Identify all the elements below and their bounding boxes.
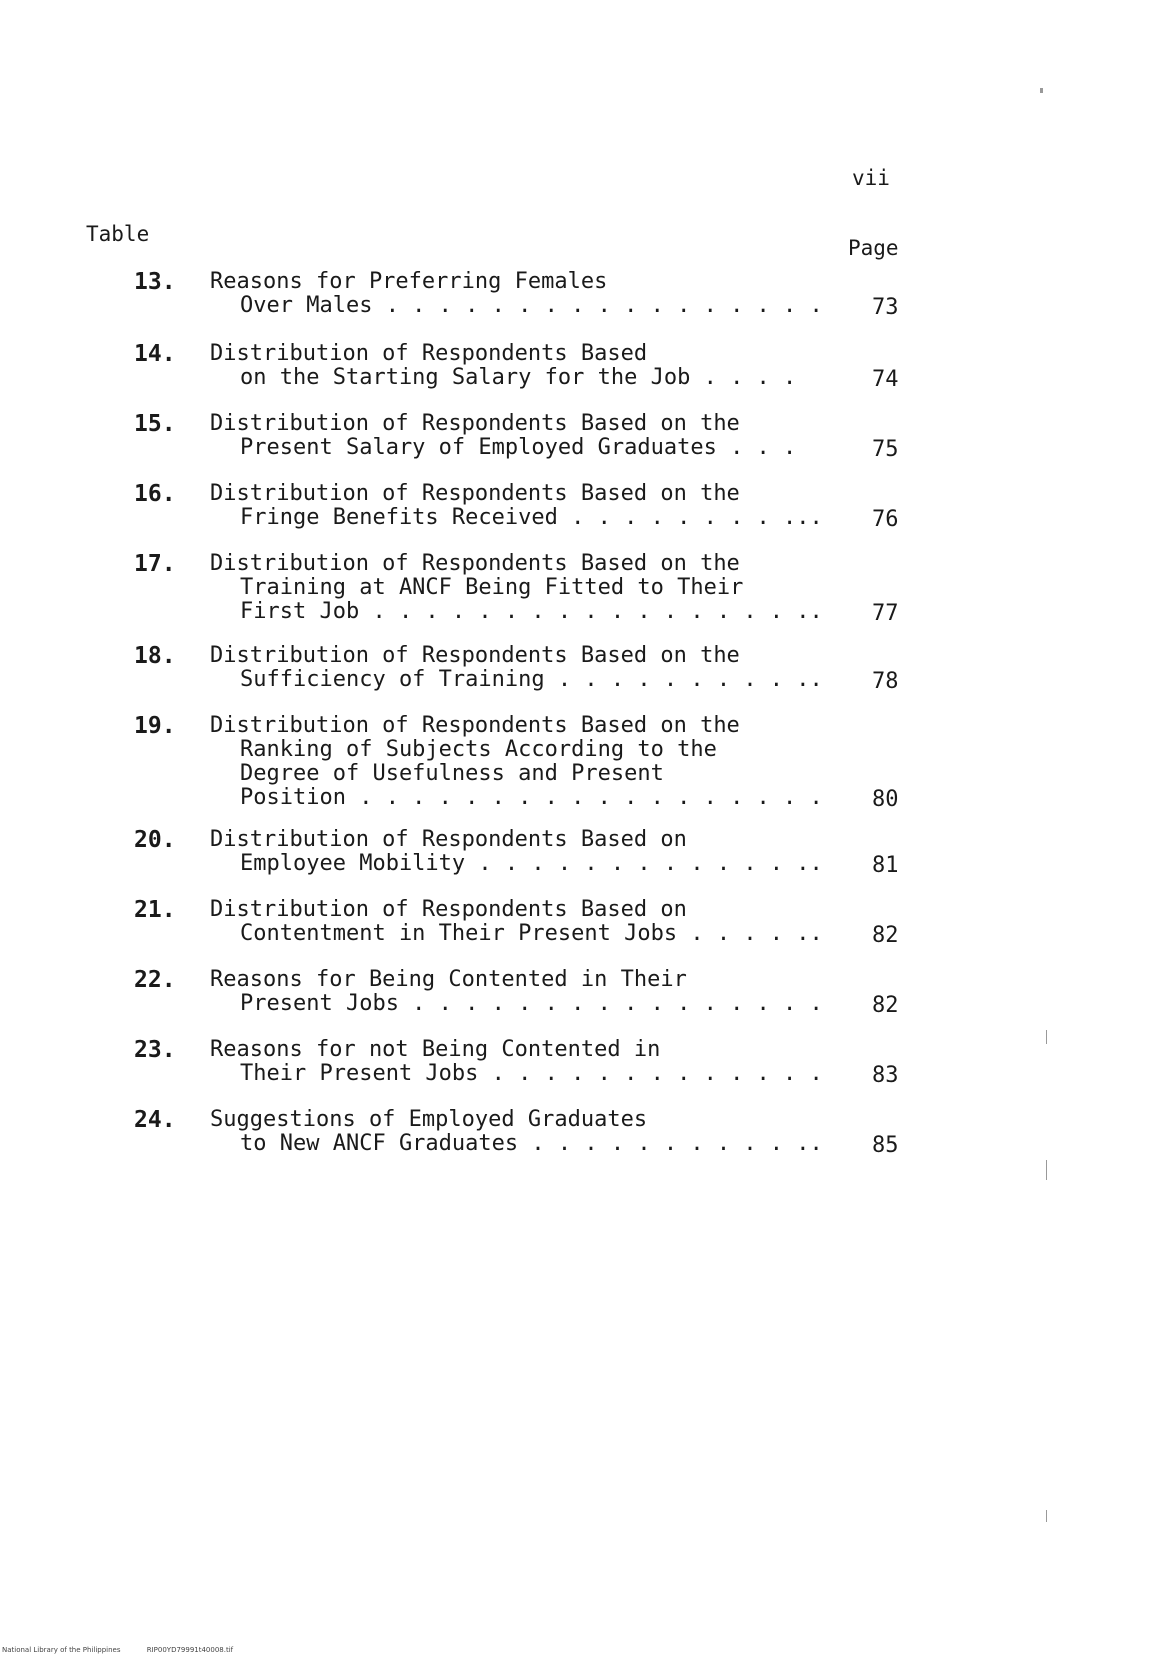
table-number: 13. <box>134 269 176 295</box>
table-column-header: Table <box>86 222 150 246</box>
toc-entry <box>0 968 1168 1038</box>
table-title <box>210 270 840 318</box>
page-reference: 80 <box>872 787 899 812</box>
table-number: 24. <box>134 1107 176 1133</box>
scan-speck <box>1046 1160 1047 1180</box>
table-number: 18. <box>134 643 176 669</box>
table-title-line: Degree of Usefulness and Present <box>240 761 664 786</box>
table-number: 14. <box>134 341 176 367</box>
toc-entry <box>0 898 1168 968</box>
table-title-line: Suggestions of Employed Graduates <box>210 1107 648 1132</box>
table-title-line: Distribution of Respondents Based on the <box>210 411 740 436</box>
table-title-line: Present Jobs . . . . . . . . . . . . . . . . <box>240 991 823 1016</box>
toc-entry <box>0 714 1168 828</box>
table-title-line: Distribution of Respondents Based <box>210 341 648 366</box>
table-title-line: Employee Mobility . . . . . . . . . . . . .. <box>240 851 823 876</box>
table-number: 23. <box>134 1037 176 1063</box>
table-title <box>210 552 840 624</box>
table-title <box>210 342 840 390</box>
table-title-line: Over Males . . . . . . . . . . . . . . . . . <box>240 293 823 318</box>
table-title-line: Distribution of Respondents Based on <box>210 827 687 852</box>
page-reference: 74 <box>872 367 899 392</box>
table-title-line: to New ANCF Graduates . . . . . . . . . . .. <box>240 1131 823 1156</box>
table-title-line: First Job . . . . . . . . . . . . . . . . .. <box>240 599 823 624</box>
table-title-line: Distribution of Respondents Based on the <box>210 643 740 668</box>
table-title <box>210 898 840 946</box>
page-reference: 75 <box>872 437 899 462</box>
scan-speck <box>1046 1030 1047 1044</box>
page-reference: 73 <box>872 295 899 320</box>
table-number: 22. <box>134 967 176 993</box>
table-number: 17. <box>134 551 176 577</box>
toc-entry <box>0 412 1168 482</box>
table-title <box>210 1108 840 1156</box>
toc-entry <box>0 644 1168 714</box>
page-reference: 77 <box>872 601 899 626</box>
table-title-line: Present Salary of Employed Graduates . . . <box>240 435 797 460</box>
table-title <box>210 482 840 530</box>
table-number: 20. <box>134 827 176 853</box>
table-title-line: Distribution of Respondents Based on the <box>210 481 740 506</box>
page-reference: 76 <box>872 507 899 532</box>
table-title <box>210 644 840 692</box>
page-reference: 85 <box>872 1133 899 1158</box>
toc-entry <box>0 1038 1168 1108</box>
page-reference: 83 <box>872 1063 899 1088</box>
table-title <box>210 1038 840 1086</box>
table-title-line: Sufficiency of Training . . . . . . . . . .. <box>240 667 823 692</box>
table-title-line: Training at ANCF Being Fitted to Their <box>240 575 744 600</box>
toc-entry <box>0 828 1168 898</box>
table-title-line: Reasons for Being Contented in Their <box>210 967 687 992</box>
table-number: 15. <box>134 411 176 437</box>
page-reference: 82 <box>872 923 899 948</box>
toc-entry <box>0 270 1168 342</box>
table-title-line: Ranking of Subjects According to the <box>240 737 717 762</box>
table-title <box>210 714 840 810</box>
table-title-line: Their Present Jobs . . . . . . . . . . . . . <box>240 1061 823 1086</box>
table-number: 19. <box>134 713 176 739</box>
table-title <box>210 968 840 1016</box>
table-title <box>210 828 840 876</box>
toc-entry <box>0 482 1168 552</box>
scan-speck <box>1046 1510 1047 1522</box>
table-title-line: Reasons for not Being Contented in <box>210 1037 661 1062</box>
page-reference: 81 <box>872 853 899 878</box>
scan-speck <box>1040 88 1043 93</box>
page-reference: 82 <box>872 993 899 1018</box>
table-number: 21. <box>134 897 176 923</box>
file-identifier: RIP00YD79991t40008.tif <box>146 1646 234 1654</box>
toc-entry <box>0 1108 1168 1178</box>
page-column-header: Page <box>848 236 899 260</box>
table-title-line: on the Starting Salary for the Job . . . . <box>240 365 797 390</box>
toc-entry <box>0 552 1168 644</box>
page-number: vii <box>852 166 890 190</box>
table-title <box>210 412 840 460</box>
table-title-line: Distribution of Respondents Based on <box>210 897 687 922</box>
library-credit: National Library of the Philippines <box>2 1646 121 1654</box>
table-title-line: Contentment in Their Present Jobs . . . . .. <box>240 921 823 946</box>
table-title-line: Distribution of Respondents Based on the <box>210 551 740 576</box>
toc-entry <box>0 342 1168 412</box>
table-title-line: Distribution of Respondents Based on the <box>210 713 740 738</box>
table-title-line: Reasons for Preferring Females <box>210 269 608 294</box>
page-reference: 78 <box>872 669 899 694</box>
scan-footer <box>2 1646 257 1654</box>
table-title-line: Position . . . . . . . . . . . . . . . . . . <box>240 785 823 810</box>
table-title-line: Fringe Benefits Received . . . . . . . . ... <box>240 505 823 530</box>
table-number: 16. <box>134 481 176 507</box>
